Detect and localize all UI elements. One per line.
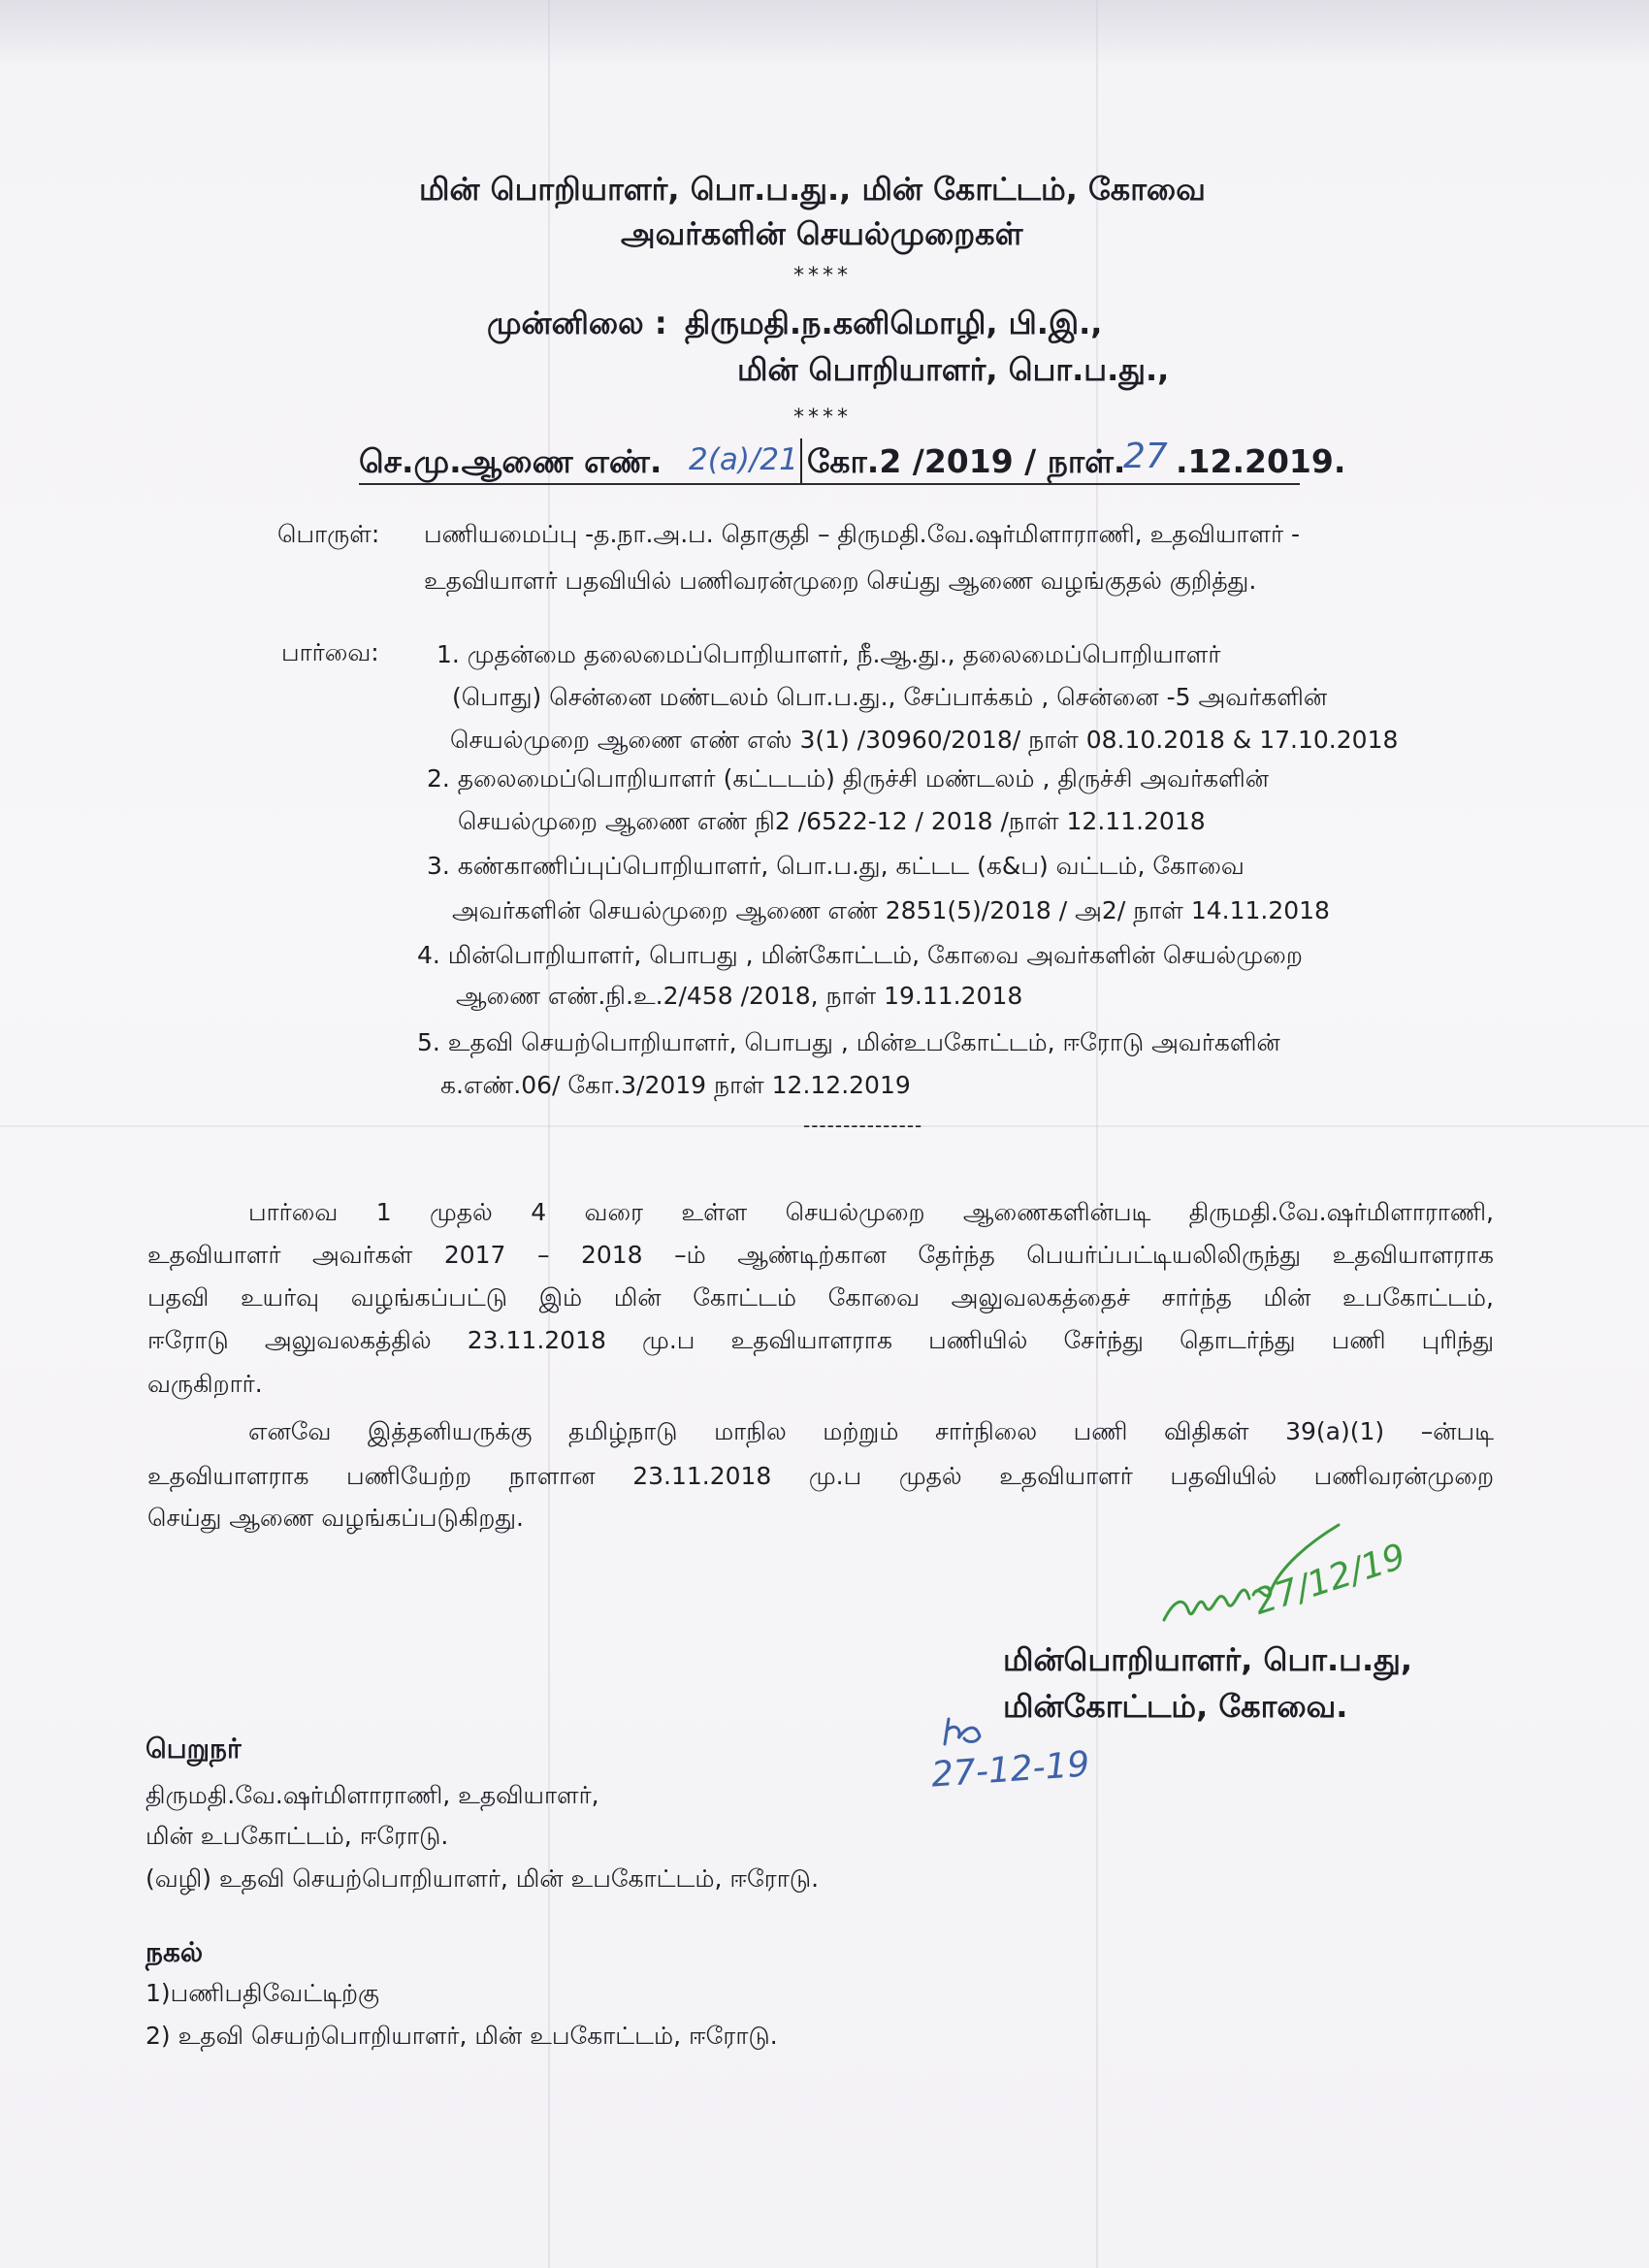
reference-5-line-2: க.எண்.06/ கோ.3/2019 நாள் 12.12.2019 [440,1071,911,1099]
order-divider [800,438,802,483]
signature-date: 27/12/19 [1248,1537,1411,1623]
header-stars-2: **** [793,405,852,430]
header-line-1: மின் பொறியாளர், பொ.ப.து., மின் கோட்டம், கோவை [419,171,1206,208]
order-suffix: .12.2019. [1176,442,1346,480]
recipient-label: பெறுநர் [146,1733,242,1765]
order-middle: கோ.2 /2019 / நாள். [807,442,1126,480]
subject-line-2: உதவியாளர் பதவியில் பணிவரன்முறை செய்து ஆணை வழங்குதல் குறித்து. [424,567,1257,595]
body-para-2-line-3: செய்து ஆணை வழங்கப்படுகிறது. [147,1504,524,1532]
recipient-line-1: திருமதி.வே.ஷர்மிளாராணி, உதவியாளர், [146,1781,599,1809]
presence-label: முன்னிலை : [487,305,667,341]
body-para-2-line-1: எனவே இத்தனியருக்கு தமிழ்நாடு மாநில மற்றும் சார்நிலை பணி விதிகள் 39(a)(1) –ன்படி [248,1417,1494,1445]
references-label: பார்வை: [281,638,379,666]
reference-4-line-1: 4. மின்பொறியாளர், பொபது , மின்கோட்டம், கோவை அவர்களின் செயல்முறை [417,941,1303,969]
header-stars: **** [793,264,852,288]
body-para-1-line-2: உதவியாளர் அவர்கள் 2017 – 2018 –ம் ஆண்டிற்கான தேர்ந்த பெயர்ப்பட்டியலிலிருந்து உதவியாளராக [147,1241,1494,1269]
reference-2-line-2: செயல்முறை ஆணை எண் நி2 /6522-12 / 2018 /நாள் 12.11.2018 [458,807,1206,835]
body-para-1-line-3: பதவி உயர்வு வழங்கப்பட்டு இம் மின் கோட்டம் கோவை அலுவலகத்தைச் சார்ந்த மின் உபகோட்டம், [147,1283,1494,1312]
receipt-initials [937,1709,995,1752]
reference-5-line-1: 5. உதவி செயற்பொறியாளர், பொபது , மின்உபகோட்டம், ஈரோடு அவர்களின் [417,1028,1280,1056]
reference-3-line-1: 3. கண்காணிப்புப்பொறியாளர், பொ.ப.து, கட்டட (க&ப) வட்டம், கோவை [427,852,1245,880]
body-para-1-line-4: ஈரோடு அலுவலகத்தில் 23.11.2018 மு.ப உதவியாளராக பணியில் சேர்ந்து தொடர்ந்து பணி புரிந்து [147,1326,1494,1354]
body-para-1-line-5: வருகிறார். [147,1370,263,1398]
order-underline [359,483,1300,485]
presence-name: திருமதி.ந.கனிமொழி, பி.இ., [685,305,1103,341]
order-prefix: செ.மு.ஆணை எண். [359,442,663,480]
copy-line-2: 2) உதவி செயற்பொறியாளர், மின் உபகோட்டம், ஈரோடு. [146,2022,778,2050]
reference-4-line-2: ஆணை எண்.நி.உ.2/458 /2018, நாள் 19.11.2018 [456,982,1023,1010]
copy-line-1: 1)பணிபதிவேட்டிற்கு [146,1979,380,2007]
body-text: பார்வை 1 முதல் 4 வரை உள்ள செயல்முறை ஆணைகளின்படி திருமதி.வே.ஷர்மிளாராணி, [248,1198,1494,1226]
body-para-1-line-1 [248,1191,1494,1234]
reference-separator: --------------- [803,1114,923,1137]
body-para-2-line-2: உதவியாளராக பணியேற்ற நாளான 23.11.2018 மு.ப முதல் உதவியாளர் பதவியில் பணிவரன்முறை [147,1462,1494,1490]
order-handwritten-day: 27 [1123,437,1168,476]
reference-1-line-3: செயல்முறை ஆணை எண் எஸ் 3(1) /30960/2018/ நாள் 08.10.2018 & 17.10.2018 [450,726,1399,754]
copy-label: நகல் [146,1936,204,1968]
receipt-date: 27-12-19 [929,1744,1091,1796]
recipient-line-2: மின் உபகோட்டம், ஈரோடு. [146,1822,449,1850]
reference-1-line-2: (பொது) சென்னை மண்டலம் பொ.ப.து., சேப்பாக்கம் , சென்னை -5 அவர்களின் [452,683,1328,711]
header-line-2: அவர்களின் செயல்முறைகள் [621,215,1023,252]
reference-2-line-1: 2. தலைமைப்பொறியாளர் (கட்டடம்) திருச்சி மண்டலம் , திருச்சி அவர்களின் [427,764,1270,793]
reference-1-line-1: 1. முதன்மை தலைமைப்பொறியாளர், நீ.ஆ.து., தலைமைப்பொறியாளர் [436,640,1221,668]
signatory-line-1: மின்பொறியாளர், பொ.ப.து, [1003,1641,1413,1678]
recipient-line-3: (வழி) உதவி செயற்பொறியாளர், மின் உபகோட்டம், ஈரோடு. [146,1864,820,1893]
presence-title: மின் பொறியாளர், பொ.ப.து., [737,351,1170,388]
subject-label: பொருள்: [277,520,380,548]
subject-line-1: பணியமைப்பு -த.நா.அ.ப. தொகுதி – திருமதி.வே.ஷர்மிளாராணி, உதவியாளர் - [424,520,1301,548]
order-handwritten-number: 2(a)/21 [689,442,798,477]
signatory-line-2: மின்கோட்டம், கோவை. [1003,1688,1348,1725]
scan-shadow [0,0,1649,68]
reference-3-line-2: அவர்களின் செயல்முறை ஆணை எண் 2851(5)/2018 / அ2/ நாள் 14.11.2018 [452,896,1330,924]
